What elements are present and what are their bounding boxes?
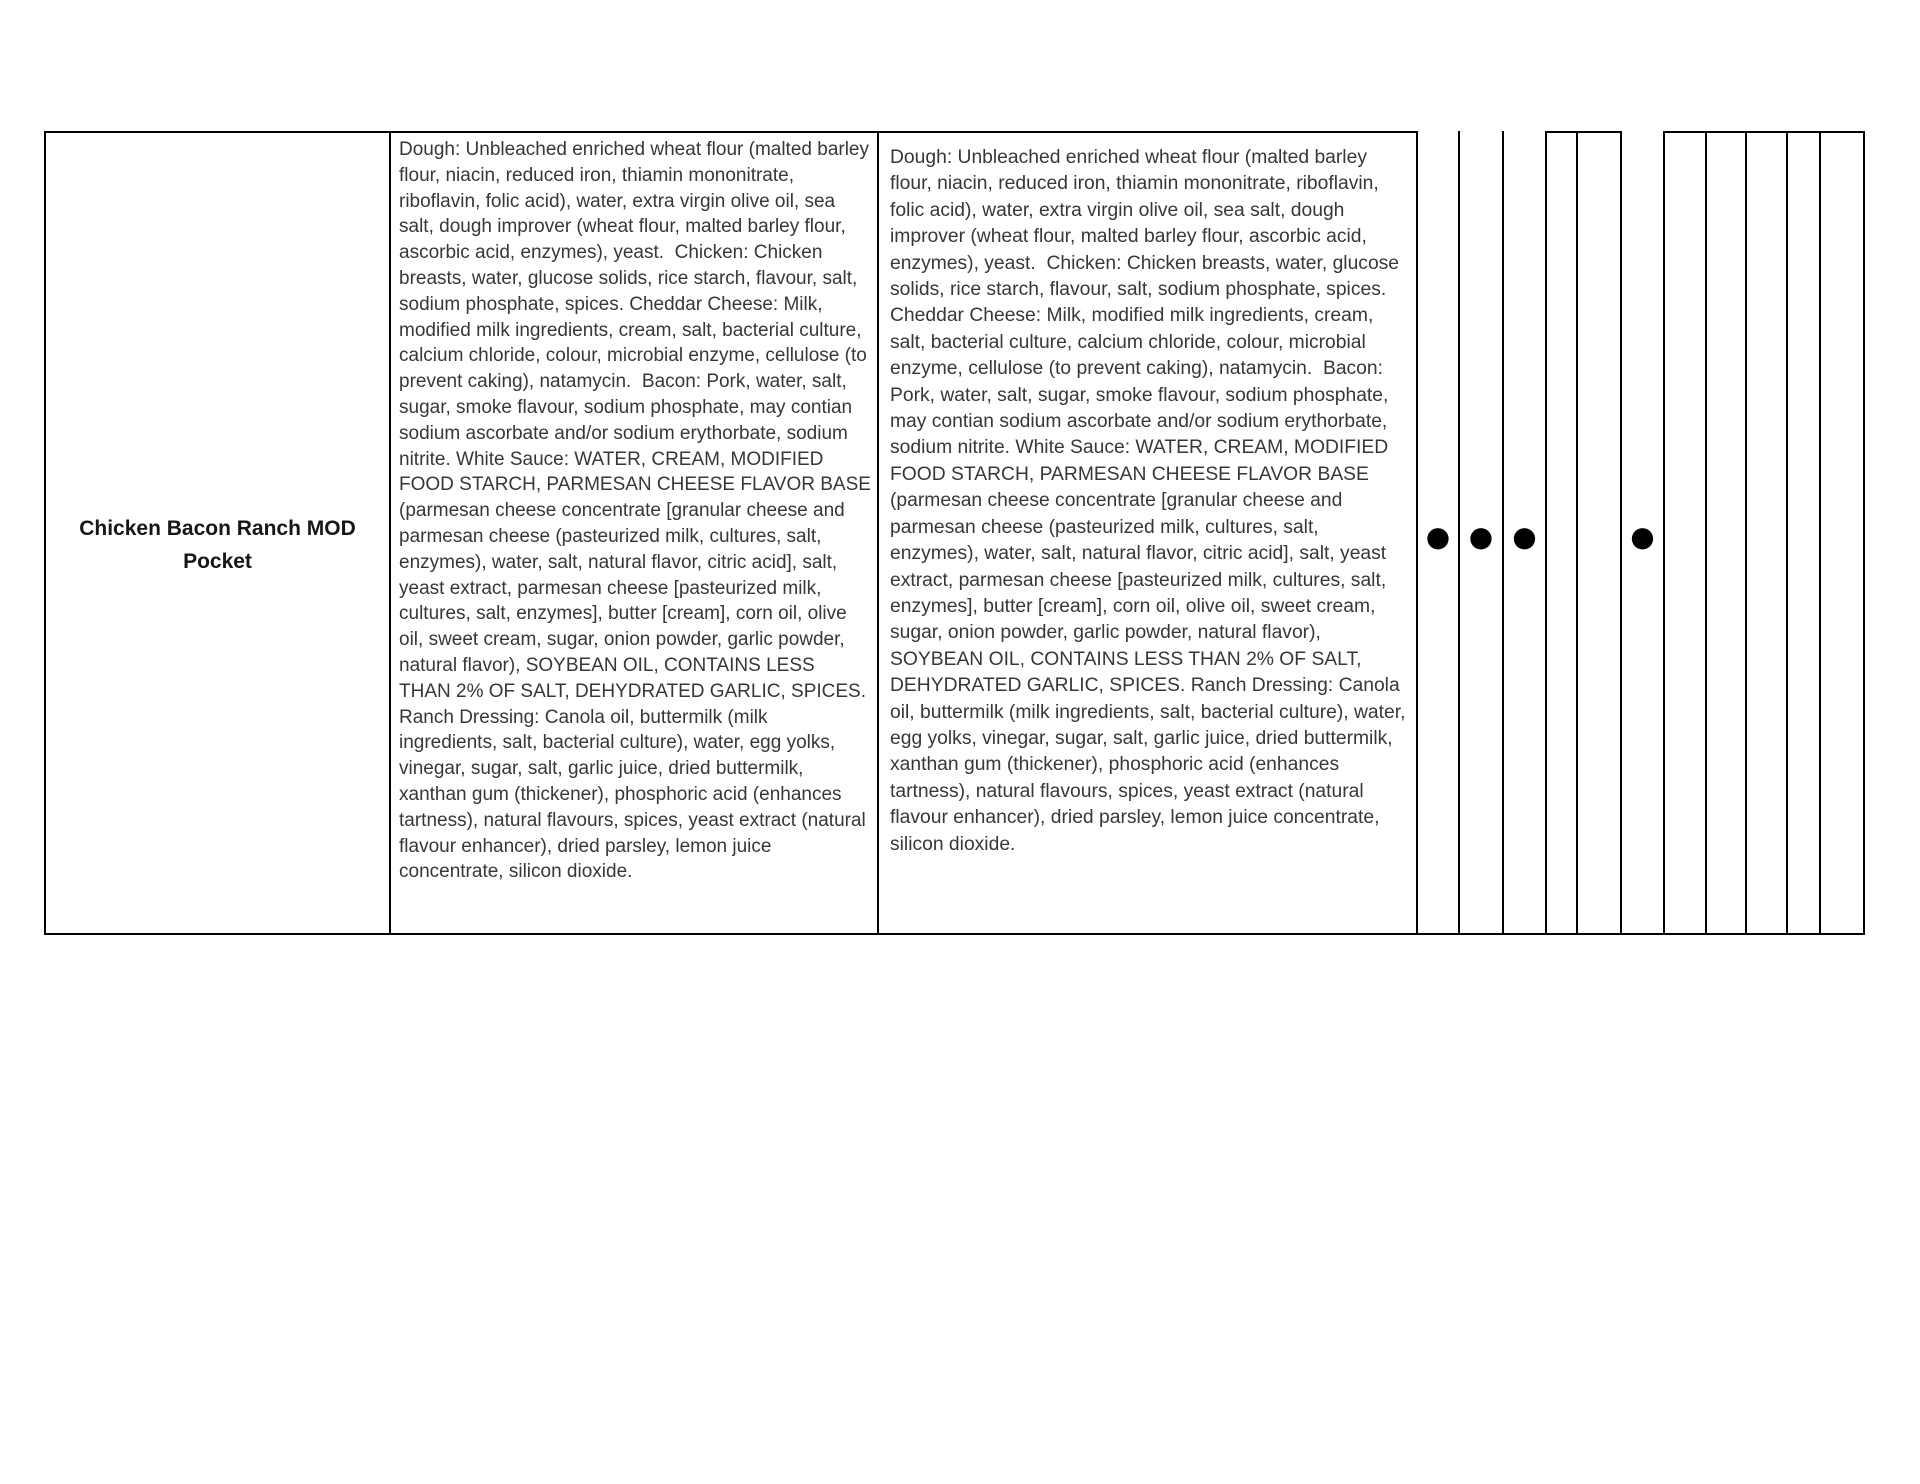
marker-cell-2	[1460, 131, 1504, 935]
marker-cell-9	[1747, 131, 1788, 935]
marker-cell-8	[1707, 131, 1747, 935]
ingredients-text-1: Dough: Unbleached enriched wheat flour (malted barley flour, niacin, reduced iron, thiamin mononitrate, riboflavin, folic acid), water, extra virgin olive oil, sea salt, dough improver (wheat flour, malted barley flour, ascorbic acid, enzymes), yeast. Chicken: Chicken breasts, water, glucose solids, rice starch, flavour, salt, sodium phosphate, spices. Cheddar Cheese: Milk, modified milk ingredients, cream, salt, bacterial culture, calcium chloride, colour, microbial enzyme, cellulose (to prevent caking), natamycin. Bacon: Pork, water, salt, sugar, smoke flavour, sodium phosphate, may contian sodium ascorbate and/or sodium erythorbate, sodium nitrite. White Sauce: WATER, CREAM, MODIFIED FOOD STARCH, PARMESAN CHEESE FLAVOR BASE (parmesan cheese concentrate [granular cheese and parmesan cheese (pasteurized milk, cultures, salt, enzymes), water, salt, natural flavor, citric acid], salt, yeast extract, parmesan cheese [pasteurized milk, cultures, salt, enzymes], butter [cream], corn oil, olive oil, sweet cream, sugar, onion powder, garlic powder, natural flavor), SOYBEAN OIL, CONTAINS LESS THAN 2% OF SALT, DEHYDRATED GARLIC, SPICES. Ranch Dressing: Canola oil, buttermilk (milk ingredients, salt, bacterial culture), water, egg yolks, vinegar, sugar, salt, garlic juice, dried buttermilk, xanthan gum (thickener), phosphoric acid (enhances tartness), natural flavours, spices, yeast extract (natural flavour enhancer), dried parsley, lemon juice concentrate, silicon dioxide.	[399, 139, 877, 883]
product-name-cell	[44, 131, 391, 935]
product-name-line2: Pocket	[183, 550, 252, 573]
marker-cell-1	[1418, 131, 1460, 935]
product-name-line1: Chicken Bacon Ranch MOD	[79, 517, 356, 540]
marker-cell-5	[1578, 131, 1622, 935]
marker-cell-11	[1821, 131, 1865, 935]
marker-dot: ●	[1512, 520, 1537, 553]
ingredients-column-2	[879, 131, 1418, 935]
marker-cell-7	[1665, 131, 1707, 935]
marker-cell-3	[1504, 131, 1547, 935]
marker-dot: ●	[1630, 520, 1655, 553]
marker-cell-6	[1622, 131, 1665, 935]
ingredients-column-1	[391, 131, 879, 935]
marker-cell-4	[1547, 131, 1578, 935]
marker-cell-10	[1788, 131, 1821, 935]
ingredients-text-2: Dough: Unbleached enriched wheat flour (malted barley flour, niacin, reduced iron, thiamin mononitrate, riboflavin, folic acid), water, extra virgin olive oil, sea salt, dough improver (wheat flour, malted barley flour, ascorbic acid, enzymes), yeast. Chicken: Chicken breasts, water, glucose solids, rice starch, flavour, salt, sodium phosphate, spices. Cheddar Cheese: Milk, modified milk ingredients, cream, salt, bacterial culture, calcium chloride, colour, microbial enzyme, cellulose (to prevent caking), natamycin. Bacon: Pork, water, salt, sugar, smoke flavour, sodium phosphate, may contian sodium ascorbate and/or sodium erythorbate, sodium nitrite. White Sauce: WATER, CREAM, MODIFIED FOOD STARCH, PARMESAN CHEESE FLAVOR BASE (parmesan cheese concentrate [granular cheese and parmesan cheese (pasteurized milk, cultures, salt, enzymes), water, salt, natural flavor, citric acid], salt, yeast extract, parmesan cheese [pasteurized milk, cultures, salt, enzymes], butter [cream], corn oil, olive oil, sweet cream, sugar, onion powder, garlic powder, natural flavor), SOYBEAN OIL, CONTAINS LESS THAN 2% OF SALT, DEHYDRATED GARLIC, SPICES. Ranch Dressing: Canola oil, buttermilk (milk ingredients, salt, bacterial culture), water, egg yolks, vinegar, sugar, salt, garlic juice, dried buttermilk, xanthan gum (thickener), phosphoric acid (enhances tartness), natural flavours, spices, yeast extract (natural flavour enhancer), dried parsley, lemon juice concentrate, silicon dioxide.	[890, 147, 1411, 855]
marker-dot: ●	[1468, 520, 1494, 553]
ingredient-table	[44, 131, 1868, 935]
marker-dot: ●	[1425, 520, 1451, 553]
product-name	[79, 512, 356, 578]
